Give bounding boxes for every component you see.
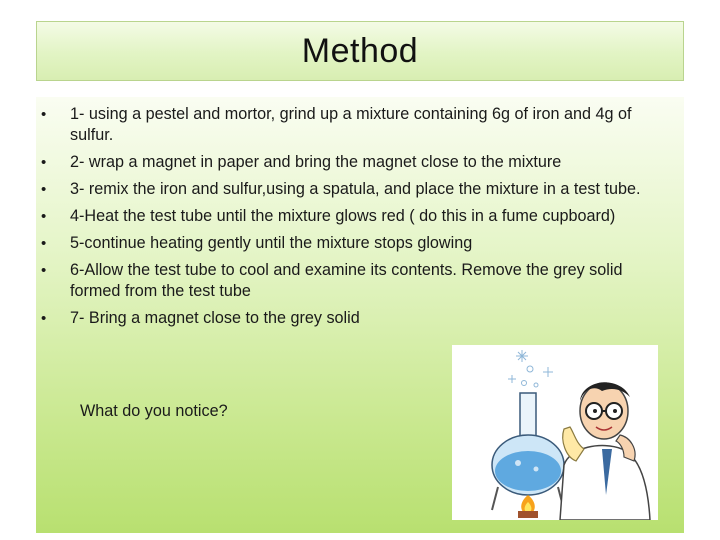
content-box <box>36 97 684 533</box>
bullet-icon: • <box>41 106 47 123</box>
step-text: 6-Allow the test tube to cool and examine its contents. Remove the grey solid formed from the test tube <box>70 261 623 300</box>
step-text: 1- using a pestel and mortor, grind up a mixture containing 6g of iron and 4g of sulfur. <box>70 105 632 144</box>
scientist-illustration <box>452 345 658 520</box>
list-item <box>36 308 684 329</box>
list-item <box>36 104 684 146</box>
list-item <box>36 152 684 173</box>
slide-title: Method <box>301 31 419 70</box>
list-item <box>36 260 684 302</box>
method-steps-list <box>36 104 684 335</box>
step-text: 5-continue heating gently until the mixture stops glowing <box>70 234 473 252</box>
bullet-icon: • <box>41 208 47 225</box>
bullet-icon: • <box>41 181 47 198</box>
list-item <box>36 206 684 227</box>
bullet-icon: • <box>41 262 47 279</box>
bullet-icon: • <box>41 310 47 327</box>
notice-question: What do you notice? <box>80 402 228 420</box>
bullet-icon: • <box>41 235 47 252</box>
scientist-with-flask-icon <box>452 345 658 520</box>
step-text: 7- Bring a magnet close to the grey solid <box>70 309 360 327</box>
step-text: 2- wrap a magnet in paper and bring the magnet close to the mixture <box>70 153 562 171</box>
list-item <box>36 179 684 200</box>
step-text: 3- remix the iron and sulfur,using a spatula, and place the mixture in a test tube. <box>70 180 641 198</box>
title-box <box>36 21 684 81</box>
list-item <box>36 233 684 254</box>
step-text: 4-Heat the test tube until the mixture glows red ( do this in a fume cupboard) <box>70 207 616 225</box>
bullet-icon: • <box>41 154 47 171</box>
